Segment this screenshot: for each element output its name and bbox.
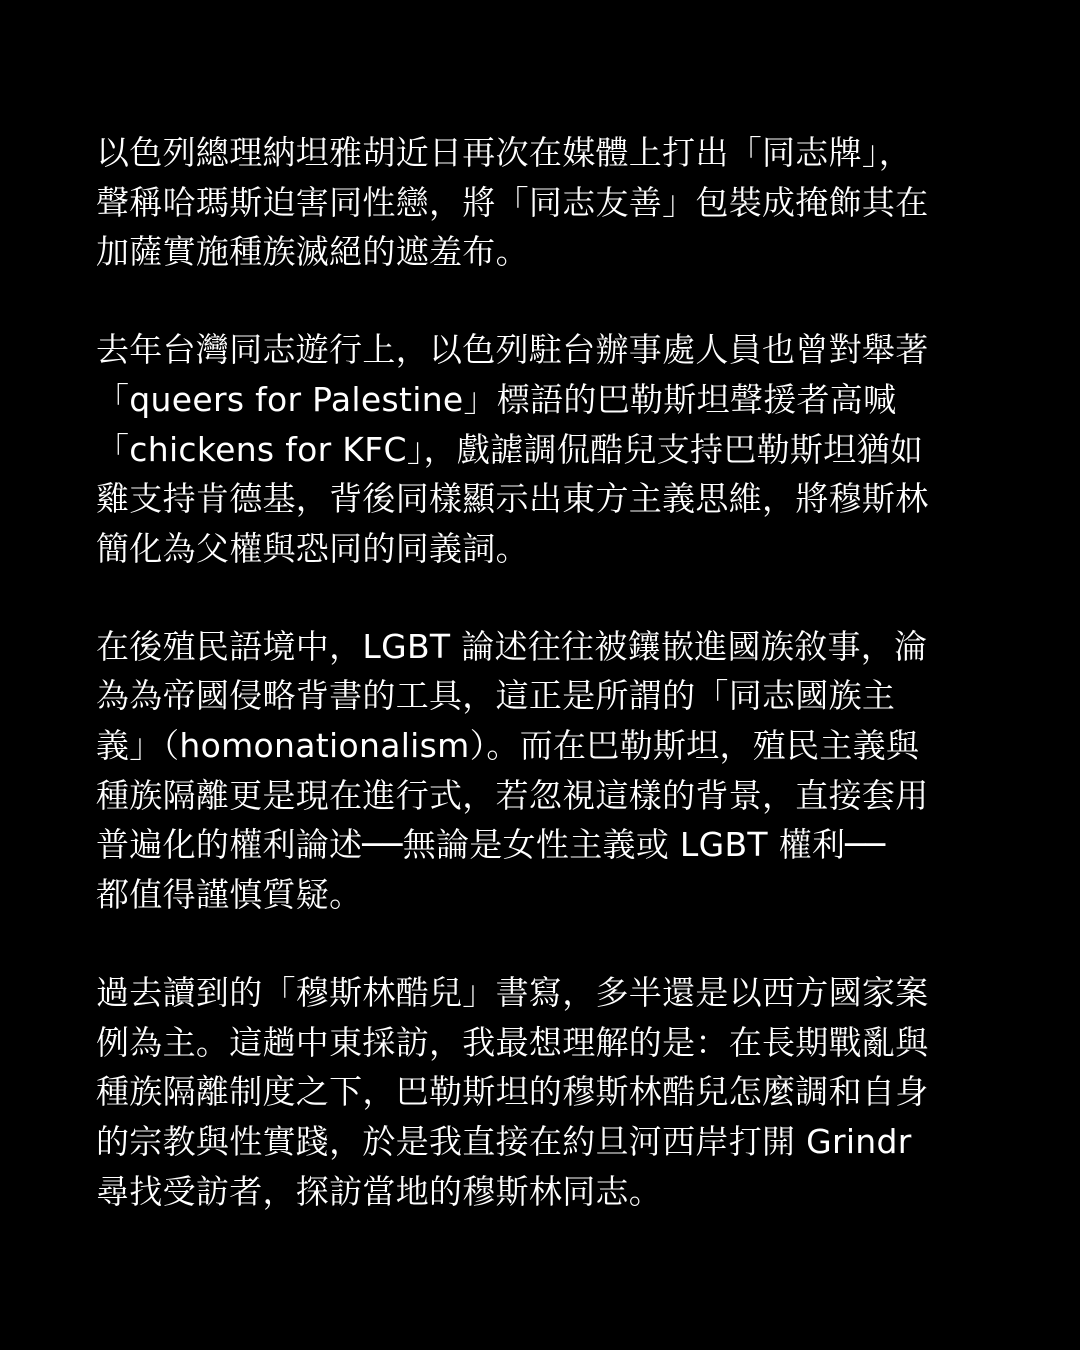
text-line: 尋找受訪者，探訪當地的穆斯林同志。 — [96, 1171, 663, 1211]
article-text — [96, 128, 996, 1264]
text-line: 簡化為父權與恐同的同義詞。 — [96, 528, 529, 568]
text-line: 「queers for Palestine」標語的巴勒斯坦聲援者高喊 — [96, 379, 897, 419]
text-line: 去年台灣同志遊行上，以色列駐台辦事處人員也曾對舉著 — [96, 330, 929, 370]
text-line: 的宗教與性實踐，於是我直接在約旦河西岸打開 Grindr — [96, 1121, 912, 1161]
text-line: 例為主。這趟中東採訪，我最想理解的是：在長期戰亂與 — [96, 1022, 929, 1062]
text-line: 為為帝國侵略背書的工具，這正是所謂的「同志國族主 — [96, 676, 896, 716]
text-line: 義」（homonationalism）。而在巴勒斯坦，殖民主義與 — [96, 726, 920, 766]
text-line: 聲稱哈瑪斯迫害同性戀，將「同志友善」包裝成掩飾其在 — [96, 182, 929, 222]
paragraph-4 — [96, 968, 996, 1217]
text-line: 「chickens for KFC」，戲謔調侃酷兒支持巴勒斯坦猶如 — [96, 429, 924, 469]
text-line: 在後殖民語境中，LGBT 論述往往被鑲嵌進國族敘事，淪 — [96, 626, 928, 666]
text-line: 以色列總理納坦雅胡近日再次在媒體上打出「同志牌」， — [96, 133, 912, 172]
paragraph-1 — [96, 128, 996, 277]
text-line: 種族隔離更是現在進行式，若忽視這樣的背景，直接套用 — [96, 775, 929, 815]
text-line: 普遍化的權利論述──無論是女性主義或 LGBT 權利── — [96, 825, 886, 865]
paragraph-3 — [96, 622, 996, 920]
text-line: 都值得謹慎質疑。 — [96, 875, 363, 915]
text-line: 加薩實施種族滅絕的遮羞布。 — [96, 232, 529, 272]
text-line: 雞支持肯德基，背後同樣顯示出東方主義思維，將穆斯林 — [96, 479, 929, 519]
paragraph-2 — [96, 325, 996, 574]
text-line: 過去讀到的「穆斯林酷兒」書寫，多半還是以西方國家案 — [96, 972, 929, 1012]
text-line: 種族隔離制度之下，巴勒斯坦的穆斯林酷兒怎麼調和自身 — [96, 1072, 929, 1112]
